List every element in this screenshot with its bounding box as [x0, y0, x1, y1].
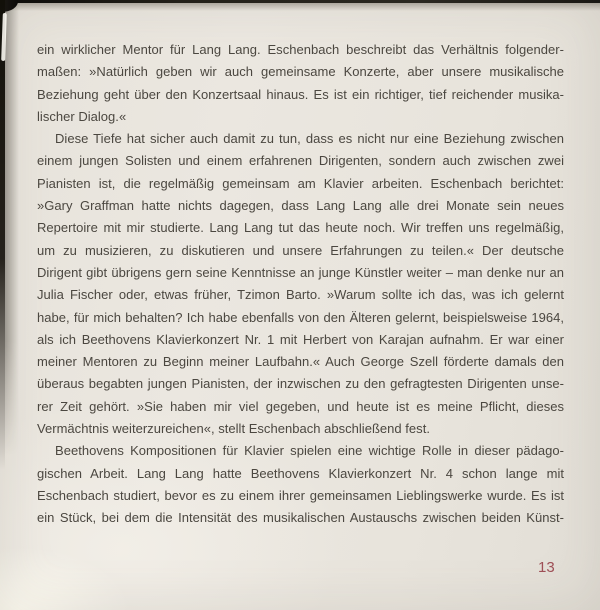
page-number: 13 — [538, 559, 555, 576]
text-line: überaus begabten jungen Pianisten, der inzwischen zu den gefragtesten Dirigenten unse- — [37, 376, 564, 392]
text-line: um zu musizieren, zu diskutieren und unsere Erfahrungen zu teilen.« Der deutsche — [37, 242, 564, 258]
text-line: habe, für mich behalten? Ich habe ebenfalls von den Älteren gelernt, beispielsweise 1964, — [37, 309, 564, 325]
page-text-block — [37, 39, 564, 530]
text-line: gischen Arbeit. Lang Lang hatte Beethovens Klavierkonzert Nr. 4 schon lange mit — [37, 465, 564, 481]
text-line: Beethovens Kompositionen für Klavier spielen eine wichtige Rolle in dieser pädago- — [55, 443, 564, 459]
text-line: Dirigent gibt übrigens gern seine Kenntnisse an junge Künstler weiter – man denke nur an — [37, 264, 564, 280]
paragraph — [37, 128, 564, 440]
text-line: ein Stück, bei dem die Intensität des musikalischen Austauschs zwischen beiden Künst- — [37, 510, 564, 526]
text-line: Pianisten ist, die regelmäßig gemeinsam am Klavier arbeiten. Eschenbach berichtet: — [37, 175, 564, 191]
text-line: lischer Dialog.« — [37, 108, 127, 124]
text-line: Beziehung geht über den Konzertsaal hinaus. Es ist ein richtiger, tief reichender musika- — [37, 86, 564, 102]
text-line: Repertoire mit mir studierte. Lang Lang tut das heute noch. Wir treffen uns regelmäßig, — [37, 220, 564, 236]
text-line: rer Zeit gehört. »Sie haben mir viel gegeben, und heute ist es meine Pflicht, dieses — [37, 398, 564, 414]
text-line: meiner Mentoren zu Beginn meiner Laufbahn.« Auch George Szell förderte damals den — [37, 354, 564, 370]
text-line: Diese Tiefe hat sicher auch damit zu tun, dass es nicht nur eine Beziehung zwischen — [55, 131, 564, 147]
text-line: ein wirklicher Mentor für Lang Lang. Eschenbach beschreibt das Verhältnis folgender- — [37, 42, 564, 57]
text-line: »Gary Graffman hatte nichts dagegen, dass Lang Lang alle drei Monate sein neues — [37, 198, 564, 214]
text-line: maßen: »Natürlich geben wir auch gemeinsame Konzerte, aber unsere musikalische — [37, 64, 564, 80]
text-line: Julia Fischer oder, etwas früher, Tzimon Barto. »Warum sollte ich das, was ich gelernt — [37, 287, 564, 303]
paragraph — [37, 440, 564, 529]
text-line: Eschenbach studiert, bevor es zu einem ihrer gemeinsamen Lieblingswerke wurde. Es ist — [37, 487, 564, 503]
scan-top-edge-fade — [0, 3, 600, 11]
text-line: einem jungen Solisten und einem erfahrenen Dirigenten, sondern auch zwischen zwei — [37, 153, 564, 169]
text-line: Vermächtnis weiterzureichen«, stellt Eschenbach abschließend fest. — [37, 421, 430, 437]
scan-left-edge-fade — [5, 0, 19, 455]
paragraph — [37, 39, 564, 128]
text-line: als ich Beethovens Klavierkonzert Nr. 1 mit Herbert von Karajan aufnahm. Er war einer — [37, 331, 564, 347]
